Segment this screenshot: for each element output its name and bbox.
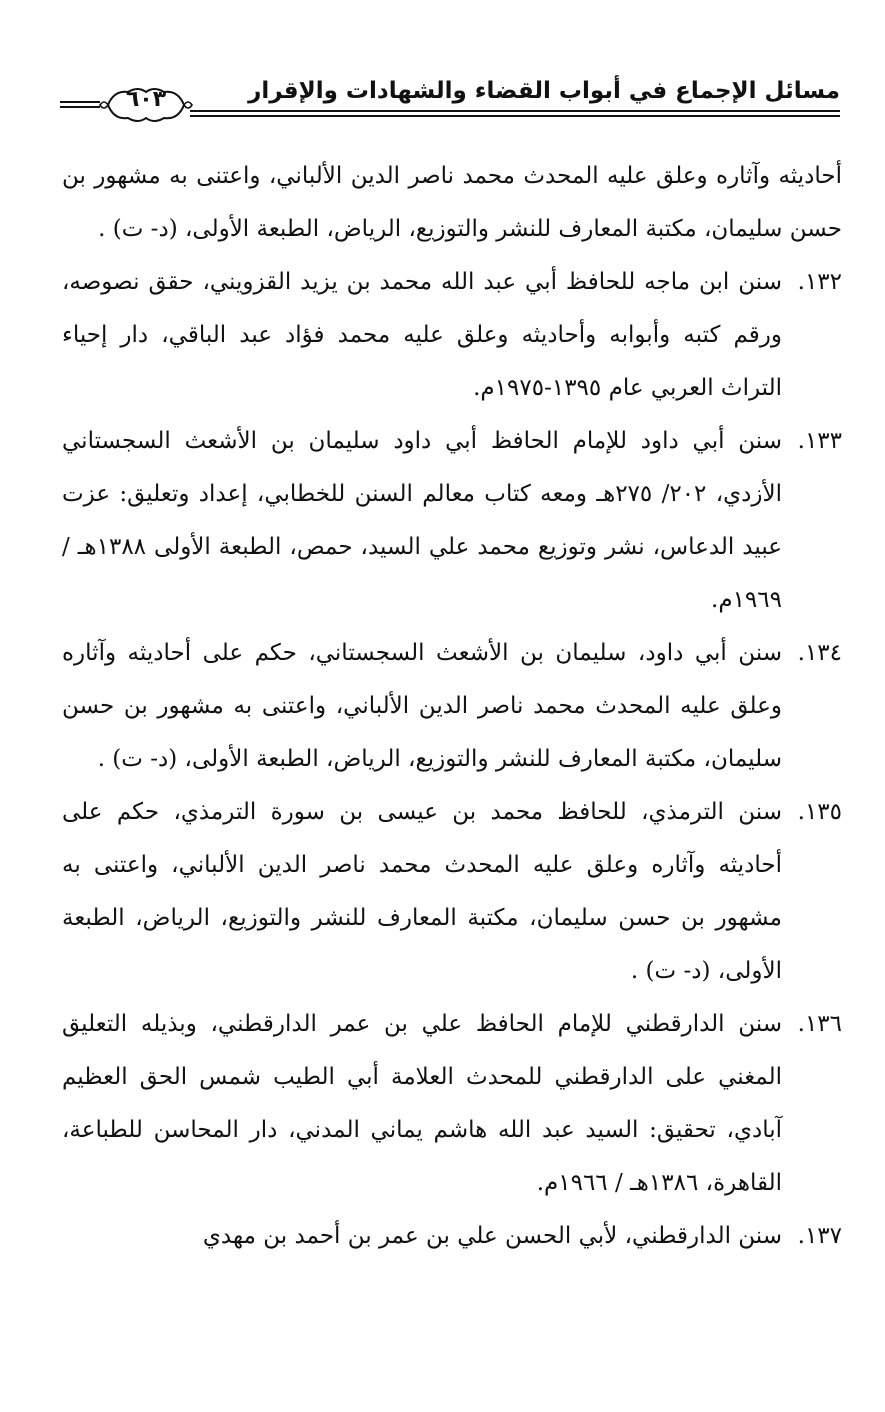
bibliography-entry <box>62 256 842 415</box>
bibliography-entry <box>62 998 842 1210</box>
bibliography-entry <box>62 786 842 998</box>
entry-text: سنن ابن ماجه للحافظ أبي عبد الله محمد بن يزيد القزويني، حقق نصوصه، ورقم كتبه وأبوابه وأحاديثه وعلق عليه محمد فؤاد عبد الباقي، دار إحياء التراث العربي عام ١٣٩٥-١٩٧٥م. <box>62 269 782 401</box>
page-header <box>60 76 840 126</box>
bibliography-body <box>62 150 842 1263</box>
entry-text: سنن أبي داود، سليمان بن الأشعث السجستاني، حكم على أحاديثه وآثاره وعلق عليه المحدث محمد ناصر الدين الألباني، واعتنى به مشهور بن حسن سليمان، مكتبة المعارف للنشر والتوزيع، الرياض، الطبعة الأولى، (د- ت) . <box>62 640 782 772</box>
entry-number: ١٣٦. <box>797 1011 842 1037</box>
entry-number: ١٣٥. <box>797 799 842 825</box>
header-rule <box>190 110 840 112</box>
header-rule-left <box>60 101 100 103</box>
entry-number: ١٣٣. <box>797 428 842 454</box>
bibliography-entry <box>62 1210 842 1263</box>
header-rule <box>190 115 840 117</box>
entry-text: سنن الدارقطني، لأبي الحسن علي بن عمر بن أحمد بن مهدي <box>202 1223 782 1249</box>
entry-number: ١٣٤. <box>797 640 842 666</box>
bibliography-entry <box>62 627 842 786</box>
entry-text: سنن الدارقطني للإمام الحافظ علي بن عمر الدارقطني، وبذيله التعليق المغني على الدارقطني للمحدث العلامة أبي الطيب شمس الحق العظيم آبادي، تحقيق: السيد عبد الله هاشم يماني المدني، دار المحاسن للطباعة، القاهرة، ١٣٨٦هـ / ١٩٦٦م. <box>62 1011 782 1196</box>
running-title: مسائل الإجماع في أبواب القضاء والشهادات والإقرار <box>248 78 840 104</box>
entry-number: ١٣٢. <box>797 269 842 295</box>
entry-number: ١٣٧. <box>797 1223 842 1249</box>
entry-text: سنن الترمذي، للحافظ محمد بن عيسى بن سورة الترمذي، حكم على أحاديثه وآثاره وعلق عليه المحدث محمد ناصر الدين الألباني، واعتنى به مشهور بن حسن سليمان، مكتبة المعارف للنشر والتوزيع، الرياض، الطبعة الأولى، (د- ت) . <box>62 799 782 984</box>
continuation-text: أحاديثه وآثاره وعلق عليه المحدث محمد ناصر الدين الألباني، واعتنى به مشهور بن حسن سليمان، مكتبة المعارف للنشر والتوزيع، الرياض، الطبعة الأولى، (د- ت) . <box>62 163 842 242</box>
entry-text: سنن أبي داود للإمام الحافظ أبي داود سليمان بن الأشعث السجستاني الأزدي، ٢٠٢/ ٢٧٥هـ ومعه كتاب معالم السنن للخطابي، إعداد وتعليق: عزت عبيد الدعاس، نشر وتوزيع محمد علي السيد، حمص، الطبعة الأولى ١٣٨٨هـ / ١٩٦٩م. <box>62 428 783 613</box>
page-number: ٦٠٣ <box>125 87 167 112</box>
header-rule-left <box>60 106 100 108</box>
bibliography-entry <box>62 415 842 627</box>
